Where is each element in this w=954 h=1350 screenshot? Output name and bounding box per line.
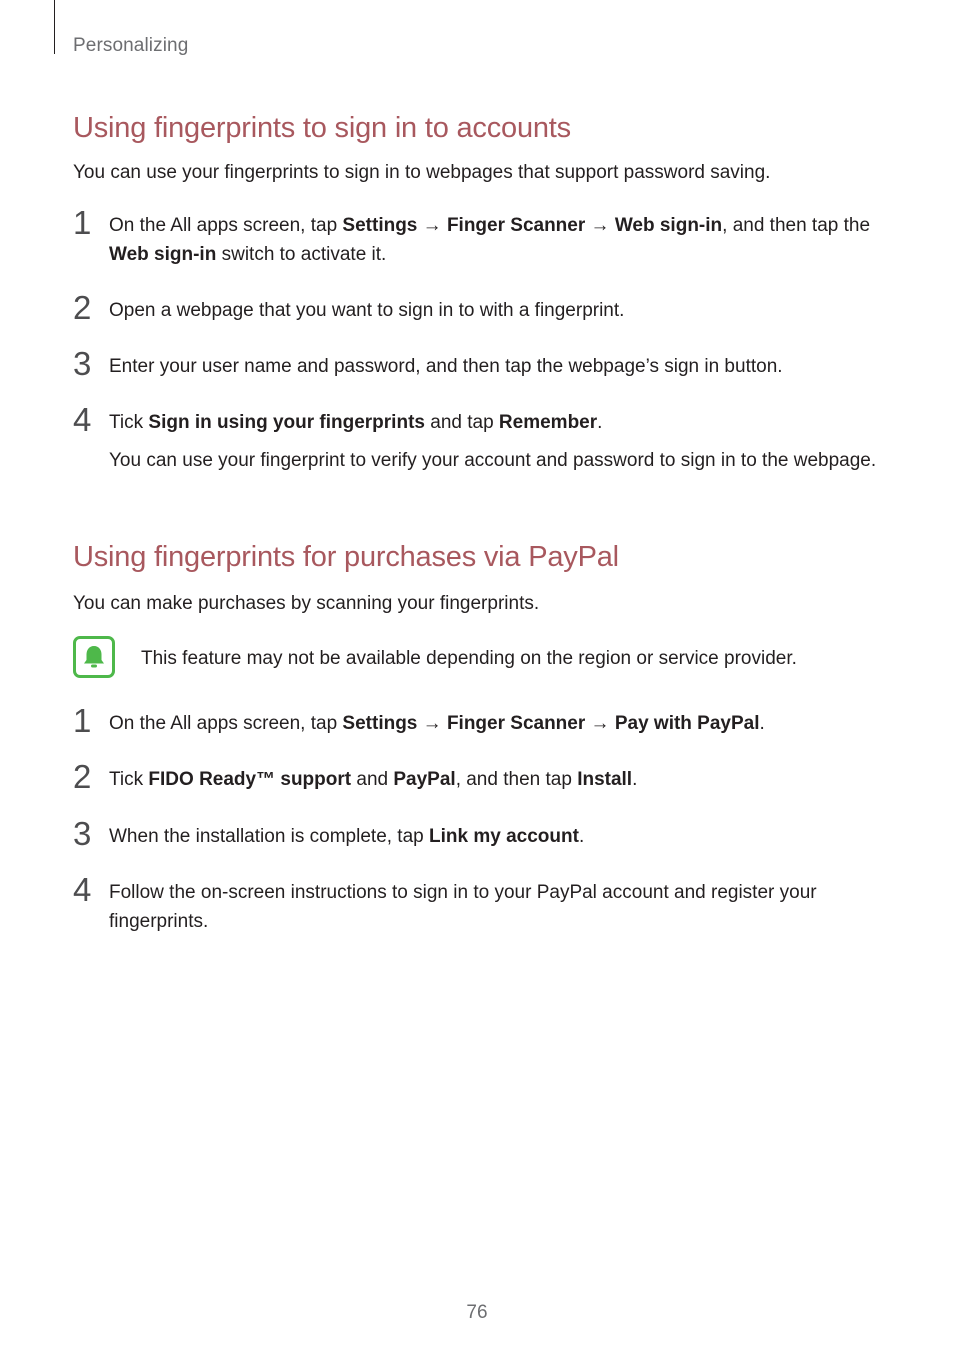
notice-text: This feature may not be available depending on the region or service provider.: [141, 648, 797, 669]
ui-term: PayPal: [393, 769, 456, 790]
step-number: 1: [73, 204, 92, 241]
step-text: [109, 709, 889, 738]
ui-term: Link my account: [429, 826, 579, 847]
step-text: [109, 211, 889, 269]
step-text: [109, 352, 889, 381]
step-text-segment: On the All apps screen, tap: [109, 713, 343, 734]
bell-icon: [73, 636, 115, 678]
ui-term: Sign in using your fingerprints: [148, 412, 425, 433]
step-number: 4: [73, 871, 92, 908]
step-text-segment: , and then tap: [455, 769, 578, 790]
section-intro: You can make purchases by scanning your fingerprints.: [73, 593, 540, 614]
step-text-segment: and tap: [424, 412, 499, 433]
step-number: 1: [73, 702, 92, 739]
ui-term: Settings: [342, 713, 418, 734]
step-text: [109, 878, 889, 936]
step-text: [109, 765, 889, 794]
step-text: [109, 296, 889, 325]
ui-term: Pay with PayPal: [614, 713, 760, 734]
step-text-segment: switch to activate it.: [216, 244, 387, 265]
step-text: [109, 822, 889, 851]
step-text-segment: Open a webpage that you want to sign in to with a fingerprint.: [109, 300, 625, 321]
section-paypal: [73, 541, 893, 574]
step-note: You can use your fingerprint to verify your account and password to sign in to the webpage.: [109, 450, 877, 471]
step-number: 2: [73, 289, 92, 326]
header-rule: [54, 0, 55, 54]
step-text-segment: →: [417, 215, 447, 236]
section-intro-wrap: [73, 159, 893, 187]
section-intro: You can use your fingerprints to sign in to webpages that support password saving.: [73, 162, 771, 183]
step-text-segment: .: [597, 412, 603, 433]
ui-term: Finger Scanner: [446, 215, 586, 236]
chapter-label: Personalizing: [73, 35, 189, 56]
step-text-segment: Enter your user name and password, and then tap the webpage’s sign in button.: [109, 356, 783, 377]
step-number: 3: [73, 815, 92, 852]
step-number: 3: [73, 345, 92, 382]
step-text-segment: →: [417, 713, 447, 734]
step-text-segment: .: [578, 826, 585, 847]
ui-term: Install: [577, 769, 633, 790]
ui-term: Settings: [342, 215, 418, 236]
step-number: 2: [73, 758, 92, 795]
step-number: 4: [73, 401, 92, 438]
section-intro-wrap: [73, 590, 893, 618]
step-text-segment: Tick: [109, 769, 149, 790]
step-text-segment: →: [585, 713, 615, 734]
ui-term: Remember: [498, 412, 598, 433]
ui-term: Web sign-in: [614, 215, 723, 236]
notice-box: [73, 636, 893, 682]
ui-term: Web sign-in: [109, 244, 217, 265]
step-text-segment: , and then tap the: [722, 215, 871, 236]
step-text-segment: Tick: [109, 412, 149, 433]
step-text-segment: .: [632, 769, 638, 790]
section-title: Using fingerprints for purchases via PayPal: [73, 541, 619, 573]
ui-term: Finger Scanner: [446, 713, 586, 734]
step-text-segment: .: [759, 713, 765, 734]
section-sign-in-accounts: [73, 112, 893, 145]
step-text-segment: and: [351, 769, 394, 790]
ui-term: FIDO Ready™ support: [148, 769, 352, 790]
section-title: Using fingerprints to sign in to accounts: [73, 112, 571, 144]
step-text-segment: When the installation is complete, tap: [109, 826, 430, 847]
step-text-segment: Follow the on-screen instructions to sign in to your PayPal account and register your fingerprints.: [109, 882, 817, 932]
page-number: 76: [466, 1302, 488, 1323]
step-text: [109, 408, 889, 437]
step-text-segment: →: [585, 215, 615, 236]
step-text-segment: On the All apps screen, tap: [109, 215, 343, 236]
